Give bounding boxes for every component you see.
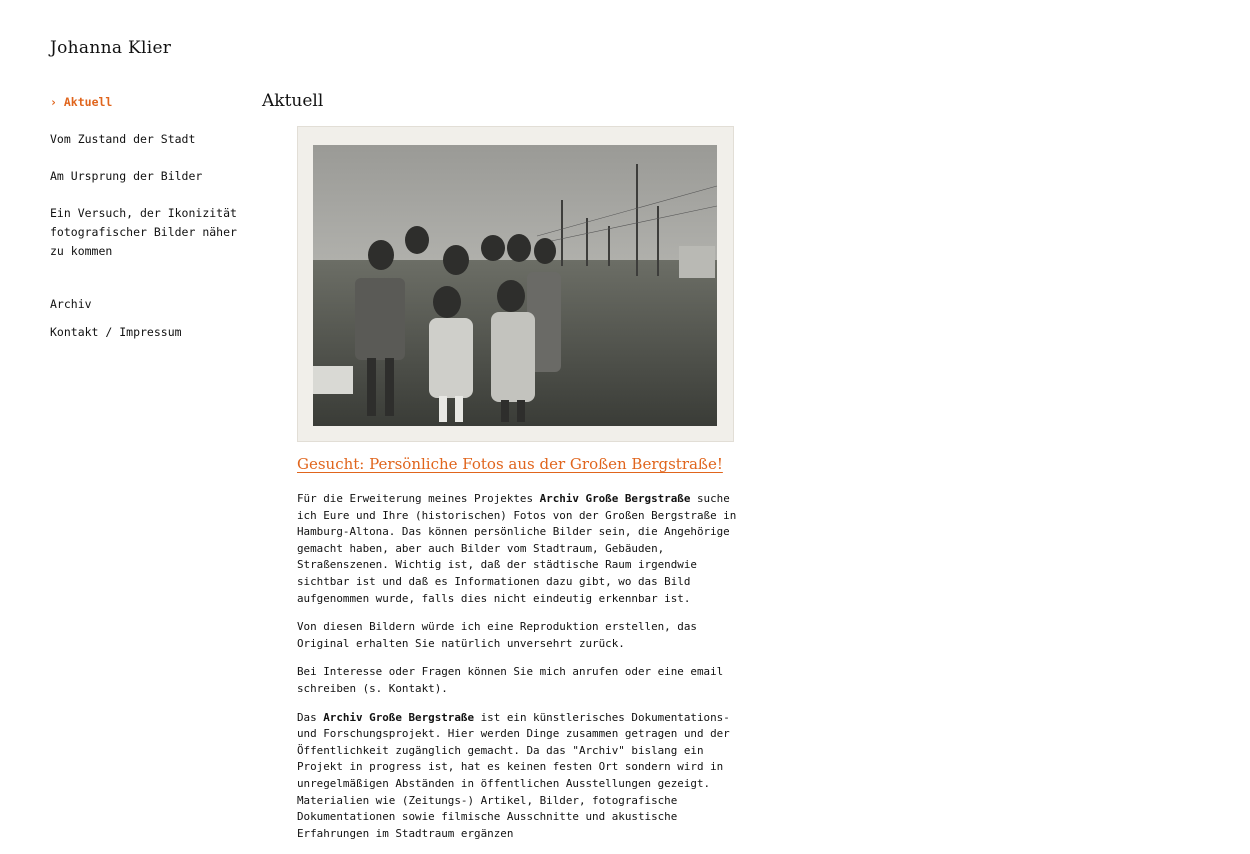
- vintage-photo-children-group: [297, 126, 734, 442]
- project-name: Archiv Große Bergstraße: [539, 492, 691, 505]
- project-name: Archiv Große Bergstraße: [323, 710, 475, 724]
- nav-item-archiv[interactable]: Archiv: [50, 297, 92, 311]
- nav-main: [50, 93, 245, 261]
- nav-item-ikonizitaet[interactable]: Ein Versuch, der Ikonizität fotografischer Bilder näher zu kommen: [50, 206, 237, 258]
- article-paragraph: Von diesen Bildern würde ich eine Reproduktion erstellen, das Original erhalten Sie natürlich unversehrt zurück.: [297, 620, 697, 650]
- chevron-right-icon: ›: [50, 95, 57, 109]
- nav-item-vom-zustand-der-stadt[interactable]: Vom Zustand der Stadt: [50, 132, 196, 146]
- nav-item-aktuell[interactable]: [50, 93, 245, 112]
- article-paragraph: Das Archiv Große Bergstraße ist ein künstlerisches Dokumentations- und Forschungsprojekt. Hier werden Dinge zusammen getragen und der Öffentlichkeit zugänglich gemacht. Da das "Archiv" bislang ein Projekt in progress ist, hat es keinen festen Ort sondern wird in unregelmäßigen Abständen in öffentlichen Ausstellungen gezeigt. Materialien wie (Zeitungs-) Artikel, Bilder, fotografische Dokumentationen sowie filmische Ausschnitte und akustische Erfahrungen im Stadtraum ergänzen: [297, 710, 730, 840]
- sidebar-nav: [50, 93, 245, 351]
- site-title[interactable]: Johanna Klier: [50, 38, 172, 58]
- nav-item-am-ursprung-der-bilder[interactable]: Am Ursprung der Bilder: [50, 169, 203, 183]
- nav-secondary: [50, 295, 245, 342]
- nav-item-kontakt-impressum[interactable]: Kontakt / Impressum: [50, 325, 182, 339]
- article-photo[interactable]: [297, 126, 734, 442]
- article-paragraph: Bei Interesse oder Fragen können Sie mich anrufen oder eine email schreiben (s. Kontakt).: [297, 665, 724, 695]
- article-body: [297, 491, 742, 854]
- article-title-link[interactable]: Gesucht: Persönliche Fotos aus der Großen Bergstraße!: [297, 455, 723, 473]
- page-title: Aktuell: [262, 91, 324, 111]
- nav-item-label: Aktuell: [63, 95, 113, 109]
- article-paragraph: Für die Erweiterung meines Projektes Archiv Große Bergstraße suche ich Eure und Ihre (historischen) Fotos von der Großen Bergstraße in Hamburg-Altona. Das können persönliche Bilder sein, die Angehörige gemacht haben, aber auch Bilder vom Stadtraum, Gebäuden, Straßenszenen. Wichtig ist, daß der städtische Raum irgendwie sichtbar ist und daß es Informationen dazu gibt, wo das Bild aufgenommen wurde, falls dies nicht eindeutig erkennbar ist.: [297, 492, 737, 605]
